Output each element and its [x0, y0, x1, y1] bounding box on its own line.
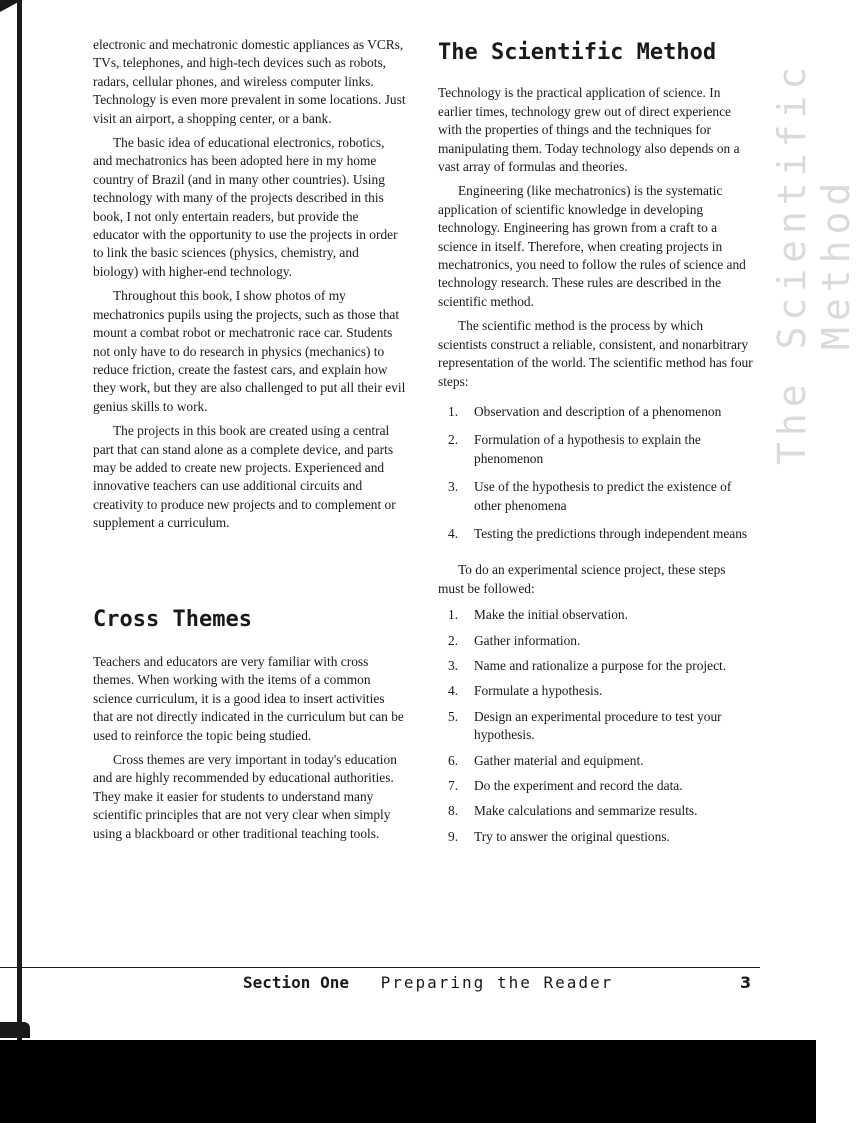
left-margin-bar [17, 0, 22, 1040]
list-item: 4. Formulate a hypothesis. [448, 683, 603, 699]
page-number: 3 [740, 973, 752, 992]
list-item: 3. Name and rationalize a purpose for the project. [448, 657, 727, 673]
project-steps [438, 606, 753, 846]
bleed-through-text: The Scientific Method [770, 60, 858, 466]
paragraph: electronic and mechatronic domestic appliances as VCRs, TVs, telephones, and high-tech devices such as robots, radars, cellular phones, and wireless computer links. Technology is even more prevalent in some locations. Just visit an airport, a shopping center, or a bank. [93, 37, 406, 126]
list-item: 6. Gather material and equipment. [448, 752, 644, 768]
right-column [438, 40, 753, 853]
list-item: 8. Make calculations and semmarize results. [448, 803, 698, 819]
scan-bottom-band [0, 1040, 816, 1123]
list-item: 5. Design an experimental procedure to test your hypothesis. [448, 708, 722, 743]
scientific-method-heading: The Scientific Method [438, 40, 717, 65]
paragraph: To do an experimental science project, these steps must be followed: [438, 562, 726, 596]
footer-title: Preparing the Reader [380, 973, 614, 992]
paragraph: Technology is the practical application of science. In earlier times, technology grew out of direct experience with the properties of things and the techniques for manipulating them. Today technology also depends on a vast array of formulas and theories. [438, 85, 740, 175]
paragraph: Throughout this book, I show photos of my mechatronics pupils using the projects, such as those that mount a combat robot or mechatronic race car. Students not only have to do research in physics (mechanics) to reduce friction, create the fastest cars, and explain how they work, but they are also challenged to put all their evil genius skills to work. [93, 288, 406, 414]
page-footer [243, 973, 763, 992]
paragraph: Engineering (like mechatronics) is the systematic application of scientific knowledge in developing technology. Engineering has grown from a craft to a science in itself. Therefore, when creating projects in mechatronics, you need to follow the rules of science and technology research. These rules are described in the scientific method. [438, 183, 746, 309]
list-item: 4. Testing the predictions through independent means [448, 525, 748, 541]
list-item: 2. Formulation of a hypothesis to explain the phenomenon [448, 432, 701, 466]
list-item: 1. Observation and description of a phenomenon [448, 403, 722, 419]
paragraph: The basic idea of educational electronics, robotics, and mechatronics has been adopted here in my home country of Brazil (and in many other countries). Using technology with many of the projects described in this book, I not only entertain readers, but provide the educator with the opportunity to use the projects in order to link the basic sciences (physics, chemistry, and biology) with higher-end technology. [93, 135, 398, 279]
cross-themes-heading: Cross Themes [93, 607, 252, 632]
scientific-method-steps [438, 403, 753, 543]
paragraph: The scientific method is the process by which scientists construct a reliable, consistent, and nonarbitrary representation of the world. The scientific method has four steps: [438, 318, 753, 389]
paragraph: The projects in this book are created using a central part that can stand alone as a complete device, and parts may be added to create new projects. Experienced and innovative teachers can use additional circuits and creativity to produce new projects and to complement or supplement a curriculum. [93, 423, 396, 531]
list-item: 9. Try to answer the original questions. [448, 828, 670, 844]
list-item: 3. Use of the hypothesis to predict the existence of other phenomena [448, 479, 732, 513]
left-column [93, 36, 406, 539]
list-item: 7. Do the experiment and record the data. [448, 778, 683, 793]
left-base-mark [0, 1022, 30, 1038]
list-item: 1. Make the initial observation. [448, 607, 628, 623]
paragraph: Teachers and educators are very familiar with cross themes. When working with the items of a common science curriculum, it is a good idea to insert activities that are not directly indicated in the curriculum but can be used to reinforce the topic being studied. [93, 654, 404, 743]
list-item: 2. Gather information. [448, 632, 581, 648]
footer-rule [0, 967, 760, 968]
cross-themes-body [93, 653, 406, 849]
paragraph: Cross themes are very important in today's education and are highly recommended by educational authorities. They make it easier for students to understand many scientific principles that are not very clear when simply using a blackboard or other traditional teaching tools. [93, 752, 397, 841]
footer-section: Section One [243, 973, 349, 992]
